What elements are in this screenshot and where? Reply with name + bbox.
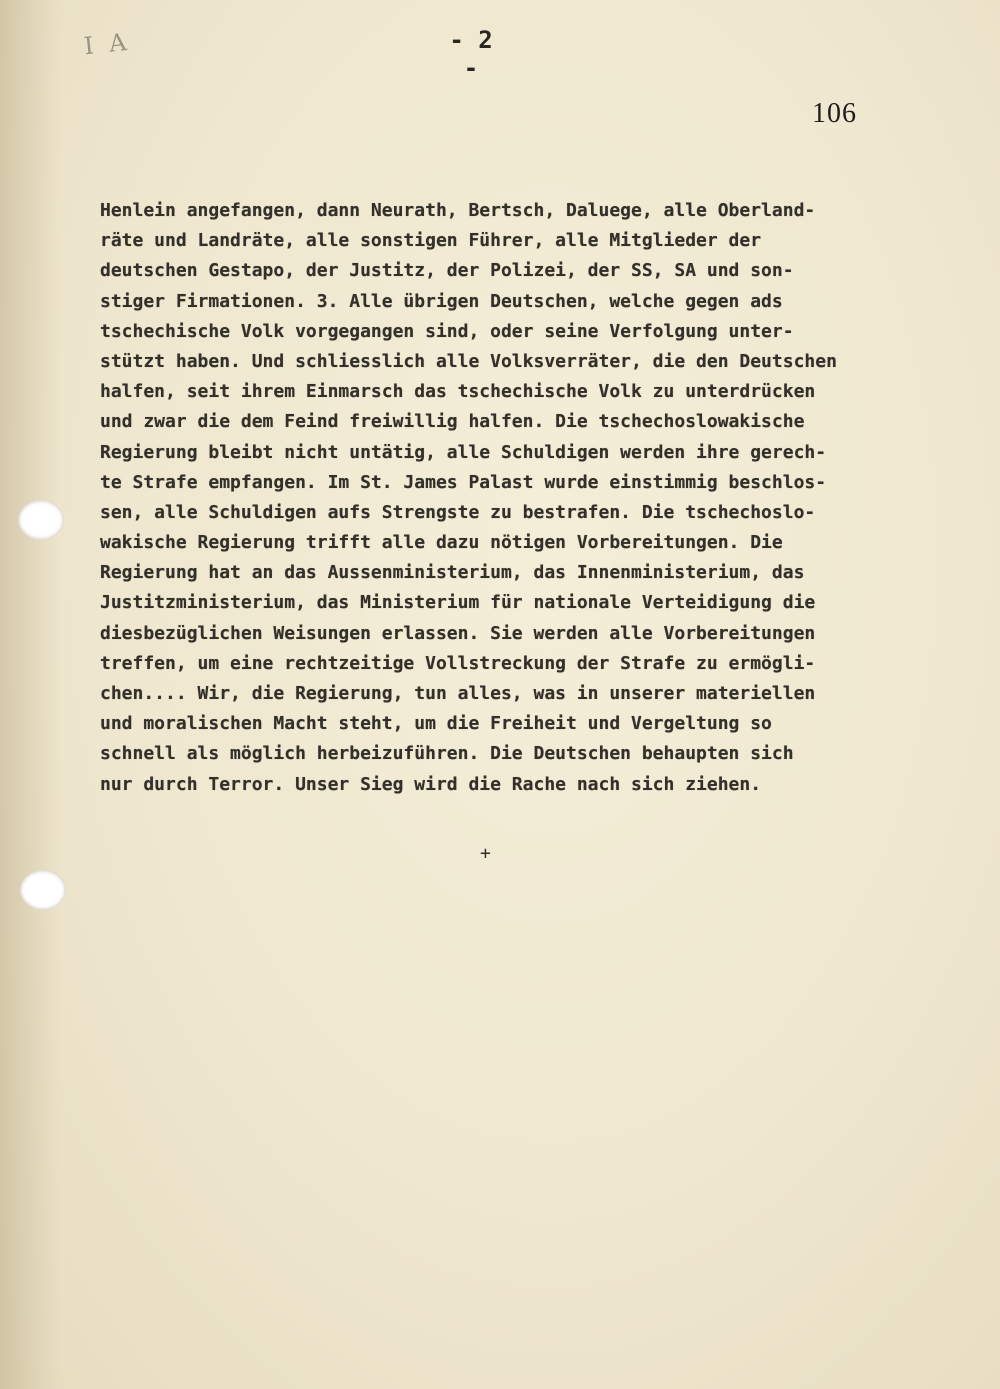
text-line: nur durch Terror. Unser Sieg wird die Rache nach sich ziehen.	[100, 773, 762, 795]
text-line: wakische Regierung trifft alle dazu nötigen Vorbereitungen. Die	[100, 532, 783, 554]
page-number: - 2 -	[449, 26, 493, 82]
text-line: chen.... Wir, die Regierung, tun alles, was in unserer materiellen	[100, 683, 816, 704]
text-line: diesbezüglichen Weisungen erlassen. Sie werden alle Vorbereitungen	[100, 622, 816, 644]
text-line: und zwar die dem Feind freiwillig halfen. Die tschechoslowakische	[100, 411, 805, 433]
text-line: Regierung bleibt nicht untätig, alle Schuldigen werden ihre gerech-	[100, 441, 827, 463]
text-line: Regierung hat an das Aussenministerium, das Innenministerium, das	[100, 562, 805, 584]
punch-hole-bottom	[20, 870, 66, 910]
text-line: te Strafe empfangen. Im St. James Palast wurde einstimmig beschlos-	[100, 471, 827, 493]
typed-body-text	[100, 196, 960, 800]
text-line: halfen, seit ihrem Einmarsch das tschechische Volk zu unterdrücken	[100, 381, 816, 403]
folio-number: 106	[812, 98, 857, 129]
corner-pencil-mark: I A	[82, 27, 132, 61]
text-line: stützt haben. Und schliesslich alle Volksverräter, die den Deutschen	[100, 350, 837, 372]
text-line: tschechische Volk vorgegangen sind, oder seine Verfolgung unter-	[100, 320, 794, 342]
text-line: schnell als möglich herbeizuführen. Die Deutschen behaupten sich	[100, 743, 794, 765]
paper-edge-shading	[0, 0, 60, 1389]
text-line: treffen, um eine rechtzeitige Vollstreckung der Strafe zu ermögli-	[100, 652, 816, 674]
text-line: Justitzministerium, das Ministerium für nationale Verteidigung die	[100, 592, 816, 614]
text-line: und moralischen Macht steht, um die Freiheit und Vergeltung so	[100, 713, 772, 735]
punch-hole-top	[18, 500, 64, 540]
text-line: räte und Landräte, alle sonstigen Führer, alle Mitglieder der	[100, 230, 762, 252]
text-line: stiger Firmationen. 3. Alle übrigen Deutschen, welche gegen ads	[100, 290, 783, 312]
text-line: deutschen Gestapo, der Justitz, der Polizei, der SS, SA und son-	[100, 260, 794, 282]
end-mark: +	[480, 843, 491, 864]
text-line: sen, alle Schuldigen aufs Strengste zu bestrafen. Die tschechoslo-	[100, 501, 816, 523]
text-line: Henlein angefangen, dann Neurath, Bertsch, Daluege, alle Oberland-	[100, 200, 816, 221]
